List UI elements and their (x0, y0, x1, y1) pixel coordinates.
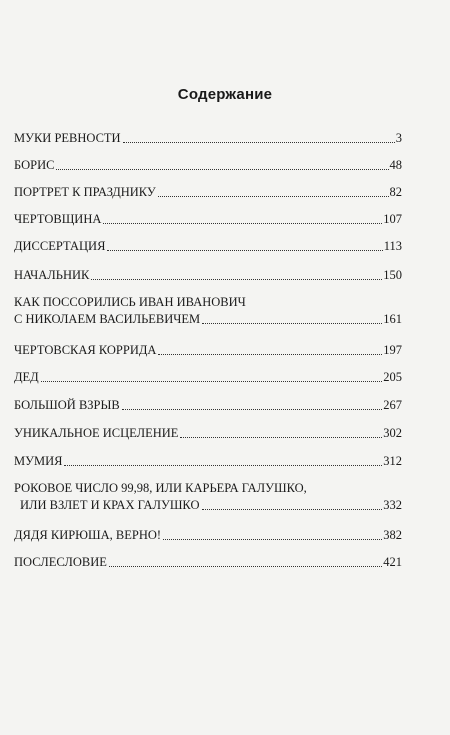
toc-entry-page: 107 (383, 212, 402, 226)
dot-leader (56, 169, 388, 170)
toc-entry-page: 161 (383, 312, 402, 326)
toc-entry-page: 82 (389, 185, 402, 199)
toc-entry-page: 302 (383, 426, 402, 440)
toc-entry-title: ПОСЛЕСЛОВИЕ (14, 555, 107, 569)
toc-entry-title: ПОРТРЕТ К ПРАЗДНИКУ (14, 185, 156, 199)
toc-entry (14, 498, 402, 513)
toc-entry (14, 528, 402, 543)
dot-leader (91, 279, 382, 280)
toc-entry (14, 268, 402, 283)
dot-leader (122, 409, 383, 410)
toc-entry-title: ДЕД (14, 370, 39, 384)
dot-leader (107, 250, 382, 251)
toc-entry (14, 312, 402, 327)
toc-entry-title: МУМИЯ (14, 454, 63, 468)
toc-entry-multiline (14, 295, 402, 327)
dot-leader (158, 354, 382, 355)
toc-entry-title-line1: РОКОВОЕ ЧИСЛО 99,98, ИЛИ КАРЬЕРА ГАЛУШКО, (14, 481, 307, 495)
dot-leader (123, 142, 395, 143)
toc-entry (14, 426, 402, 441)
toc-entry (14, 398, 402, 413)
toc-entry-title: БОЛЬШОЙ ВЗРЫВ (14, 398, 120, 412)
toc-entry (14, 131, 402, 146)
toc-entry-title: ДИССЕРТАЦИЯ (14, 239, 106, 253)
dot-leader (64, 465, 382, 466)
toc-entry (14, 158, 402, 173)
toc-entry-page: 332 (383, 498, 402, 512)
toc-entry-page: 197 (383, 343, 402, 357)
dot-leader (158, 196, 389, 197)
dot-leader (180, 437, 382, 438)
toc-entry-title: БОРИС (14, 158, 55, 172)
toc-entry-title-line1: КАК ПОССОРИЛИСЬ ИВАН ИВАНОВИЧ (14, 295, 246, 309)
dot-leader (202, 509, 383, 510)
page-title: Содержание (177, 86, 273, 103)
toc-entry (14, 370, 402, 385)
toc-entry-multiline (14, 481, 402, 513)
toc-entry (14, 239, 402, 254)
toc-entry (14, 185, 402, 200)
toc-entry (14, 212, 402, 227)
toc-entry-title: ЧЕРТОВСКАЯ КОРРИДА (14, 343, 157, 357)
toc-entry-title: С НИКОЛАЕМ ВАСИЛЬЕВИЧЕМ (14, 312, 201, 326)
dot-leader (163, 539, 382, 540)
toc-entry-title: УНИКАЛЬНОЕ ИСЦЕЛЕНИЕ (14, 426, 179, 440)
toc-entry-title: ДЯДЯ КИРЮША, ВЕРНО! (14, 528, 162, 542)
toc-entry-title: ИЛИ ВЗЛЕТ И КРАХ ГАЛУШКО (20, 498, 200, 512)
toc-entry-page: 421 (383, 555, 402, 569)
toc-entry (14, 555, 402, 570)
toc-entry (14, 454, 402, 469)
toc-entry-page: 205 (383, 370, 402, 384)
toc-entry-title: ЧЕРТОВЩИНА (14, 212, 102, 226)
dot-leader (202, 323, 382, 324)
toc-entry-page: 382 (383, 528, 402, 542)
toc-entry-page: 312 (383, 454, 402, 468)
dot-leader (41, 381, 383, 382)
toc-entry-page: 113 (383, 239, 402, 253)
toc-entry-title: НАЧАЛЬНИК (14, 268, 90, 282)
toc-entry-page: 150 (383, 268, 402, 282)
toc-entry-title: МУКИ РЕВНОСТИ (14, 131, 121, 145)
toc-entry-page: 3 (395, 131, 402, 145)
toc-entry-page: 267 (383, 398, 402, 412)
dot-leader (109, 566, 382, 567)
toc-entry-page: 48 (389, 158, 402, 172)
toc-entry (14, 343, 402, 358)
dot-leader (103, 223, 382, 224)
